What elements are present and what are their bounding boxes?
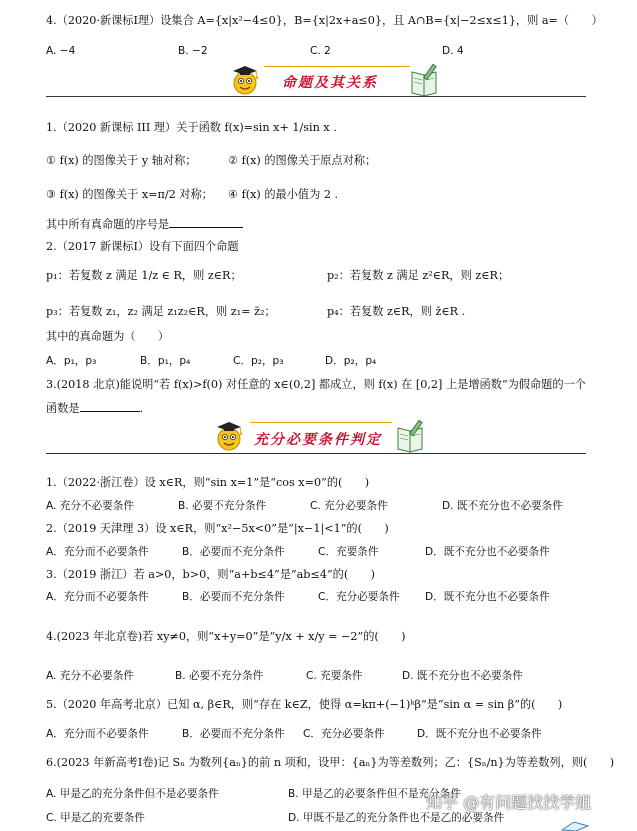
section-title: 充分必要条件判定	[254, 432, 382, 448]
s1-q2-tail: 其中的真命题为（ ）	[46, 330, 170, 343]
s2-q3-option-d: D．既不充分也不必要条件	[425, 591, 550, 603]
s2-q5-option-c: C．充分必要条件	[303, 728, 385, 740]
book-pencil-icon	[410, 64, 440, 98]
s2-q1-option-a: A. 充分不必要条件	[46, 500, 134, 512]
s2-q4-stem: 4.(2023 年北京卷)若 xy≠0，则“x+y=0”是“y/x + x/y = −2”的( )	[46, 630, 406, 643]
section-divider	[46, 96, 586, 97]
s2-q3-option-c: C．充分必要条件	[318, 591, 400, 603]
s2-q5-option-a: A．充分而不必要条件	[46, 728, 149, 740]
scholar-mascot-icon	[228, 62, 262, 98]
answer-blank[interactable]	[169, 227, 243, 228]
s2-q5-option-d: D．既不充分也不必要条件	[417, 728, 542, 740]
prev-q4-option-d: D. 4	[442, 45, 464, 57]
s1-q2-p4: p₄：若复数 z∈R，则 z̄∈R .	[327, 305, 466, 318]
book-pencil-icon	[396, 420, 426, 454]
prev-q4-stem: 4.（2020·新课标Ⅰ理）设集合 A={x|x²−4≤0}，B={x|2x+a≤0}，且 A∩B={x|−2≤x≤1}，则 a=（ ）	[46, 14, 603, 27]
s1-q1-item-2: ② f(x) 的图像关于原点对称；	[228, 154, 377, 167]
s2-q2-option-a: A．充分而不必要条件	[46, 546, 149, 558]
s2-q6-option-a: A. 甲是乙的充分条件但不是必要条件	[46, 788, 219, 800]
s2-q4-option-a: A. 充分不必要条件	[46, 670, 134, 682]
s1-q3-line1: 3.(2018 北京)能说明“若 f(x)>f(0) 对任意的 x∈(0,2] 都成立，则 f(x) 在 [0,2] 上是增函数”为假命题的一个	[46, 378, 586, 391]
section-title: 命题及其关系	[282, 75, 378, 91]
s2-q5-option-b: B．必要而不充分条件	[182, 728, 285, 740]
s1-q2-p1: p₁：若复数 z 满足 1/z ∈ R，则 z∈R；	[46, 269, 242, 282]
s2-q6-option-b: B. 甲是乙的必要条件但不是充分条件	[288, 788, 461, 800]
prev-q4-option-c: C. 2	[310, 45, 331, 57]
s2-q1-option-d: D. 既不充分也不必要条件	[442, 500, 563, 512]
s2-q2-stem: 2.（2019 天津理 3）设 x∈R，则“x²−5x<0”是“|x−1|<1”的( )	[46, 522, 389, 535]
s1-q3-line2: 函数是 .	[46, 402, 144, 415]
s2-q2-option-d: D．既不充分也不必要条件	[425, 546, 550, 558]
answer-blank[interactable]	[80, 411, 140, 412]
prev-q4-option-a: A. −4	[46, 45, 76, 57]
s2-q5-stem: 5.（2020 年高考北京）已知 α, β∈R，则“存在 k∈Z，使得 α=kπ+(−1)ᵏβ”是“sin α = sin β”的( )	[46, 698, 563, 711]
s1-q1-stem: 1.（2020 新课标 III 理）关于函数 f(x)=sin x+ 1/sin x .	[46, 121, 337, 134]
s1-q2-stem: 2.（2017 新课标Ⅰ）设有下面四个命题	[46, 240, 239, 253]
s2-q2-option-b: B．必要而不充分条件	[182, 546, 285, 558]
s2-q6-option-c: C. 甲是乙的充要条件	[46, 812, 145, 824]
s2-q1-stem: 1.（2022·浙江卷）设 x∈R，则“sin x=1”是“cos x=0”的( )	[46, 476, 370, 489]
s2-q4-option-b: B. 必要不充分条件	[175, 670, 264, 682]
s1-q2-p2: p₂：若复数 z 满足 z²∈R，则 z∈R；	[327, 269, 510, 282]
s1-q1-item-1: ① f(x) 的图像关于 y 轴对称；	[46, 154, 197, 167]
s1-q1-tail-text: 其中所有真命题的序号是	[46, 218, 170, 231]
s2-q1-option-c: C. 充分必要条件	[310, 500, 388, 512]
s1-q2-option-d: D．p₂，p₄	[325, 355, 377, 367]
s1-q2-option-a: A．p₁，p₃	[46, 355, 97, 367]
s1-q1-item-4: ④ f(x) 的最小值为 2 .	[228, 188, 339, 201]
s2-q1-option-b: B. 必要不充分条件	[178, 500, 267, 512]
scholar-mascot-icon	[212, 418, 246, 454]
prev-q4-option-b: B. −2	[178, 45, 208, 57]
banner-top-line	[264, 66, 410, 67]
section-banner-propositions	[0, 60, 637, 104]
s2-q4-option-c: C. 充要条件	[306, 670, 363, 682]
s2-q6-option-d: D. 甲既不是乙的充分条件也不是乙的必要条件	[288, 812, 505, 824]
s2-q4-option-d: D. 既不充分也不必要条件	[402, 670, 523, 682]
s2-q3-option-a: A．充分而不必要条件	[46, 591, 149, 603]
zhihu-watermark: 知乎 @有问题找找学姐	[426, 793, 592, 812]
banner-top-line	[250, 422, 392, 423]
section-divider	[46, 453, 586, 454]
s2-q6-stem: 6.(2023 年新高考Ⅰ卷)记 Sₙ 为数列{aₙ}的前 n 项和，设甲：{aₙ}为等差数列；乙：{Sₙ/n}为等差数列，则( )	[46, 756, 615, 769]
s2-q2-option-c: C．充要条件	[318, 546, 379, 558]
s1-q3-line2-text: 函数是	[46, 402, 80, 415]
s2-q3-option-b: B．必要而不充分条件	[182, 591, 285, 603]
s1-q2-option-c: C．p₂，p₃	[233, 355, 284, 367]
s2-q3-stem: 3.（2019 浙江）若 a>0，b>0，则“a+b≤4”是“ab≤4”的( )	[46, 568, 375, 581]
s1-q1-tail	[46, 216, 243, 232]
book-corner-icon	[560, 818, 590, 831]
s1-q2-option-b: B．p₁，p₄	[140, 355, 191, 367]
s1-q1-item-3: ③ f(x) 的图像关于 x=π/2 对称；	[46, 188, 213, 201]
s1-q2-p3: p₃：若复数 z₁，z₂ 满足 z₁z₂∈R，则 z₁= z̄₂；	[46, 305, 276, 318]
